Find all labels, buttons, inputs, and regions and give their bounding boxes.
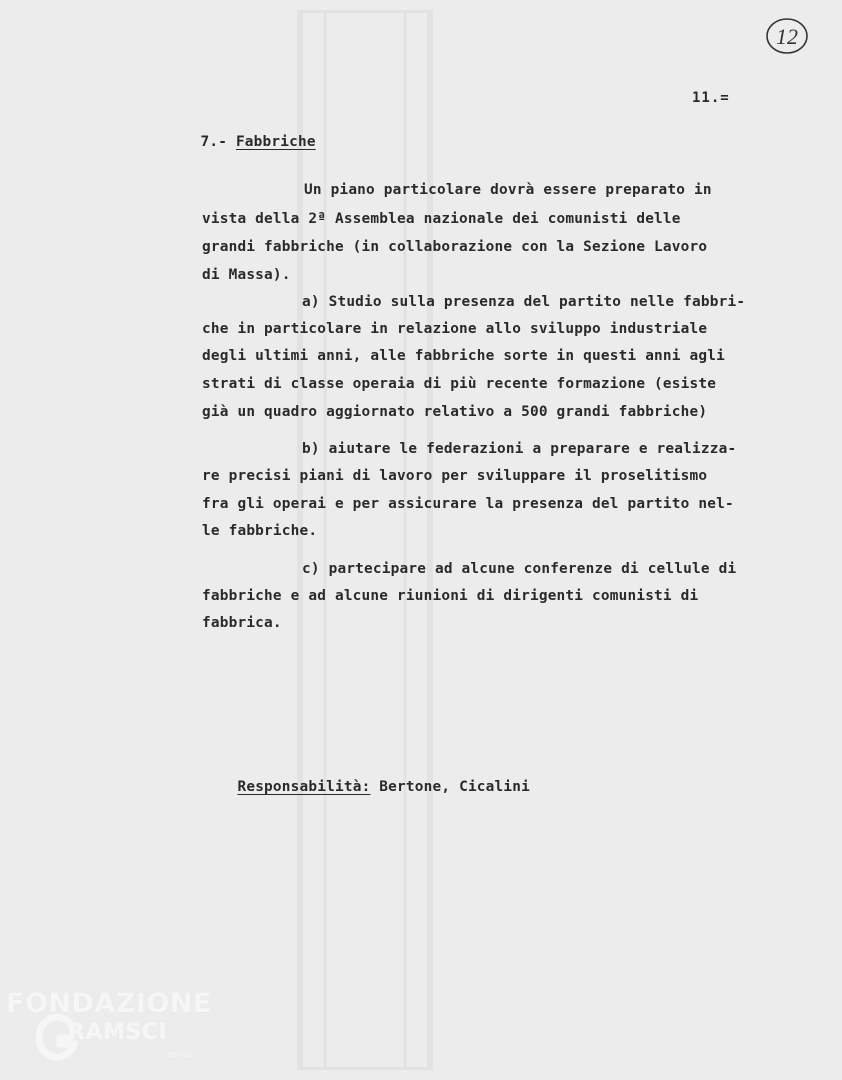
text-line: c) partecipare ad alcune conferenze di cellule di	[302, 561, 737, 577]
text-line: b) aiutare le federazioni a preparare e realizza-	[302, 441, 737, 457]
text-line: re precisi piani di lavoro per sviluppare il proselitismo	[202, 468, 708, 484]
logo-line-1: FONDAZIONE	[6, 988, 212, 1019]
text-line: le fabbriche.	[202, 523, 318, 539]
text-line: degli ultimi anni, alle fabbriche sorte in questi anni agli	[202, 348, 725, 364]
text-line: già un quadro aggiornato relativo a 500 grandi fabbriche)	[202, 404, 708, 420]
text-line: di Massa).	[202, 267, 291, 283]
text-line: Un piano particolare dovrà essere preparato in	[304, 182, 712, 198]
text-line: che in particolare in relazione allo sviluppo industriale	[202, 321, 708, 337]
section-heading	[165, 118, 316, 166]
responsibility-line	[202, 763, 530, 811]
text-line: vista della 2ª Assemblea nazionale dei comunisti delle	[202, 211, 681, 227]
svg-text:12: 12	[776, 24, 798, 49]
text-line: fra gli operai e per assicurare la presenza del partito nel-	[202, 496, 734, 512]
responsibility-names: Bertone, Cicalini	[370, 779, 530, 795]
fondazione-gramsci-logo	[6, 988, 216, 1078]
logo-suffix: onlus	[168, 1050, 193, 1060]
responsibility-label: Responsabilità:	[237, 779, 371, 795]
section-number: 7.-	[200, 134, 236, 150]
watermark-stamp	[280, 10, 450, 1070]
text-line: fabbrica.	[202, 615, 282, 631]
text-line: a) Studio sulla presenza del partito nelle fabbri-	[302, 294, 746, 310]
section-title: Fabbriche	[235, 134, 316, 150]
text-line: grandi fabbriche (in collaborazione con la Sezione Lavoro	[202, 239, 708, 255]
page-number: 11.=	[692, 90, 730, 106]
logo-line-2: RAMSCI	[68, 1020, 168, 1045]
text-line: fabbriche e ad alcune riunioni di dirigenti comunisti di	[202, 588, 699, 604]
folio-number	[765, 16, 809, 56]
text-line: strati di classe operaia di più recente formazione (esiste	[202, 376, 717, 392]
